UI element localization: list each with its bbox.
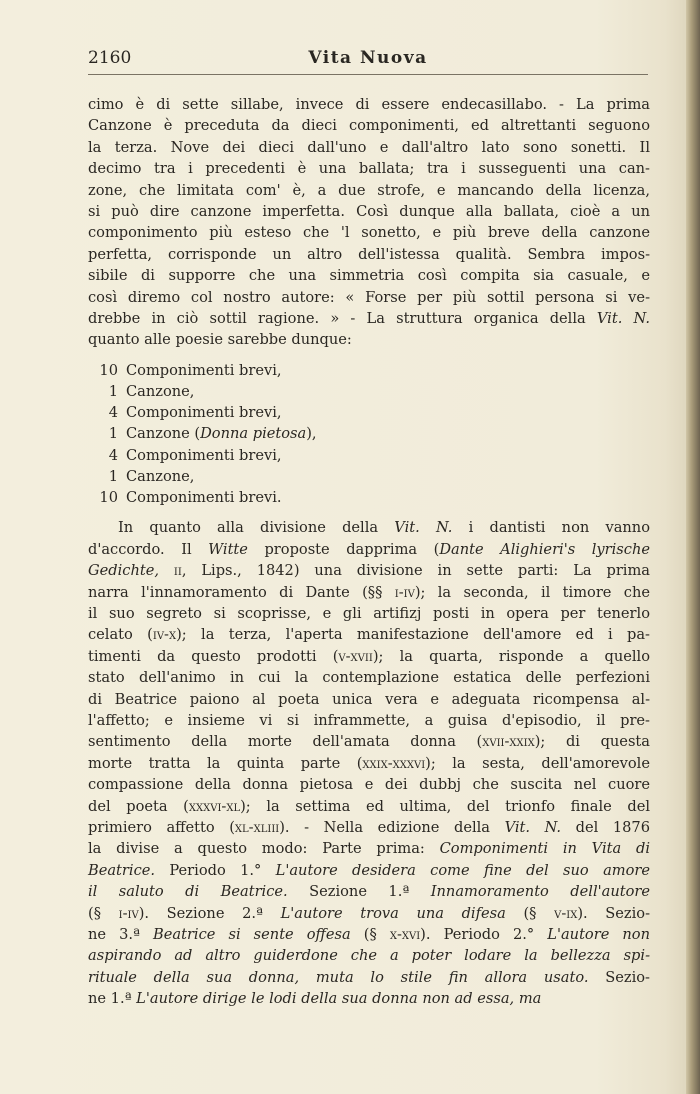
list-item — [88, 402, 650, 423]
text-line — [88, 560, 650, 581]
list-item-text: Canzone, — [126, 467, 195, 485]
list-item-text: Componimenti brevi, — [126, 361, 282, 379]
text-run: Sezio- — [588, 968, 650, 986]
text-run: ); la sesta, dell'amorevole — [425, 754, 650, 772]
italic-text: Innamoramento dell'autore — [430, 883, 650, 901]
text-run: (§ — [350, 926, 390, 944]
text-line — [88, 603, 650, 624]
text-line — [88, 903, 650, 924]
text-run: così diremo col nostro autore: « Forse per più sottil persona si ve- — [88, 288, 650, 306]
text-line — [88, 967, 650, 988]
text-line — [88, 222, 650, 243]
roman-numeral: xxix-xxxvi — [362, 754, 426, 772]
text-run: Sezione 1.ª — [287, 883, 431, 901]
text-line — [88, 265, 650, 286]
text-line — [88, 860, 650, 881]
roman-numeral: i-iv — [118, 904, 139, 922]
text-run: d'accordo. Il — [88, 540, 209, 558]
italic-text: aspirando ad altro guiderdone che a poter lodare la bellezza spi- — [88, 947, 650, 965]
text-run — [159, 562, 174, 579]
italic-text: il saluto di Beatrice. — [88, 883, 288, 901]
text-line — [88, 817, 650, 838]
list-item-count: 4 — [108, 404, 118, 422]
text-run: componimento più esteso che 'l sonetto, e più breve della canzone — [88, 224, 650, 242]
text-run: primiero affetto ( — [88, 818, 235, 836]
italic-text: Beatrice. — [88, 861, 156, 879]
text-line — [88, 646, 650, 667]
text-run: la divise a questo modo: Parte prima: — [88, 840, 440, 858]
text-run: timenti da questo prodotti ( — [88, 647, 339, 665]
page-header — [88, 48, 648, 70]
text-run: zone, che limitata com' è, a due strofe, e mancando della licenza, — [88, 181, 650, 199]
text-line — [88, 881, 650, 902]
roman-numeral: v-ix — [554, 904, 578, 922]
roman-numeral: xl-xliii — [234, 818, 280, 836]
text-run: , Lips., 1842) una divisione in sette parti: La prima — [181, 562, 650, 580]
text-run: drebbe in ciò sottil ragione. » - La struttura organica della — [88, 310, 597, 328]
text-run: sibile di supporre che una simmetria così compita sia casuale, e — [88, 267, 650, 285]
text-run: proposte dapprima ( — [247, 540, 440, 558]
list-item-count: 10 — [99, 489, 118, 507]
text-line — [88, 988, 650, 1009]
italic-text: L'autore non — [547, 926, 650, 944]
italic-text: L'autore trova una difesa — [280, 904, 506, 922]
text-run: (§ — [88, 904, 119, 922]
list-item — [88, 466, 650, 487]
text-line — [88, 624, 650, 645]
list-item-text: Componimenti brevi, — [126, 404, 282, 422]
text-line — [88, 287, 650, 308]
roman-numeral: ii — [173, 562, 182, 580]
italic-text: Witte — [208, 540, 248, 558]
text-line — [88, 180, 650, 201]
list-item-count: 1 — [108, 467, 118, 485]
text-run: ). Periodo 2.° — [420, 926, 548, 944]
italic-text: Dante Alighieri's lyrische — [439, 540, 650, 558]
list-item — [88, 360, 650, 381]
text-line — [88, 796, 650, 817]
roman-numeral: i-iv — [394, 583, 415, 601]
text-line — [88, 667, 650, 688]
italic-text: Beatrice si sente offesa — [153, 926, 351, 944]
text-line — [88, 158, 650, 179]
roman-numeral: xvii-xxix — [482, 733, 535, 751]
text-run: ). Sezio- — [577, 904, 650, 922]
text-run: perfetta, corrisponde un altro dell'istessa qualità. Sembra impos- — [88, 245, 650, 263]
text-run: (§ — [505, 904, 555, 922]
paragraph-2 — [88, 517, 650, 1009]
text-line — [88, 753, 650, 774]
text-run: ). - Nella edizione della — [279, 818, 505, 836]
text-line — [88, 731, 650, 752]
list-item — [88, 423, 650, 444]
text-run: ); la quarta, risponde a quello — [372, 647, 650, 665]
text-run: narra l'innamoramento di Dante (§§ — [88, 583, 395, 601]
text-line — [88, 582, 650, 603]
list-item-text: Canzone, — [126, 383, 195, 401]
roman-numeral: x-xvi — [389, 926, 421, 944]
text-run: del 1876 — [561, 818, 650, 836]
text-line — [88, 201, 650, 222]
text-run: decimo tra i precedenti è una ballata; tra i susseguenti una can- — [88, 160, 650, 178]
book-spine-shadow — [686, 0, 700, 1094]
text-run: Periodo 1.° — [155, 861, 276, 879]
text-run: compassione della donna pietosa e dei dubbj che suscita nel cuore — [88, 776, 650, 794]
list-item-count: 4 — [108, 446, 118, 464]
header-rule — [88, 74, 648, 75]
running-title: Vita Nuova — [308, 48, 428, 68]
text-run: quanto alle poesie sarebbe dunque: — [88, 331, 352, 349]
text-run: l'affetto; e insieme vi si inframmette, a guisa d'episodio, il pre- — [88, 711, 650, 729]
italic-text: Componimenti in Vita di — [439, 840, 650, 858]
text-line — [88, 244, 650, 265]
body-text — [88, 94, 650, 1010]
text-run: la terza. Nove dei dieci dall'uno e dall'altro lato sono sonetti. Il — [88, 138, 650, 156]
text-run: i dantisti non vanno — [452, 519, 650, 537]
italic-text: L'autore desidera come fine del suo amore — [275, 861, 651, 879]
text-run: ); la settima ed ultima, del trionfo finale del — [240, 797, 651, 815]
text-run: Canzone è preceduta da dieci componimenti, ed altrettanti seguono — [88, 117, 650, 135]
text-run: cimo è di sette sillabe, invece di essere endecasillabo. - La prima — [88, 96, 650, 113]
list-item-count: 1 — [108, 425, 118, 443]
text-run: stato dell'animo in cui la contemplazione estatica delle perfezioni — [88, 669, 650, 687]
list-item-text: Componimenti brevi, — [126, 446, 282, 464]
text-run: morte tratta la quinta parte ( — [88, 754, 363, 772]
text-run: il suo segreto si scoprisse, e gli artifizj posti in opera per tenerlo — [88, 604, 650, 622]
text-line — [88, 94, 650, 115]
text-run: si può dire canzone imperfetta. Così dunque alla ballata, cioè a un — [88, 203, 650, 221]
italic-text: Vit. N. — [394, 519, 453, 537]
text-run: ); la terza, l'aperta manifestazione dell'amore ed i pa- — [176, 626, 650, 644]
text-run: In quanto alla divisione della — [118, 519, 395, 537]
text-run: ); di questa — [534, 733, 650, 751]
list-item-count: 1 — [108, 383, 118, 401]
list-item-text: Componimenti brevi. — [126, 489, 282, 507]
text-line — [88, 945, 650, 966]
list-item — [88, 445, 650, 466]
text-line — [88, 137, 650, 158]
text-run: sentimento della morte dell'amata donna ( — [88, 733, 483, 751]
text-run: ne 3.ª — [88, 926, 154, 944]
structure-list — [88, 360, 650, 508]
text-run: ); la seconda, il timore che — [414, 583, 650, 601]
roman-numeral: xxxvi-xl — [188, 797, 241, 815]
text-line — [88, 924, 650, 945]
list-item — [88, 487, 650, 508]
list-item-text: Canzone ( — [126, 425, 201, 443]
text-line — [88, 774, 650, 795]
list-item-count: 10 — [99, 361, 118, 379]
italic-text: Vit. N. — [596, 310, 650, 328]
list-item-italic: Donna pietosa — [200, 425, 307, 443]
text-run: celato ( — [88, 626, 153, 644]
paragraph-1 — [88, 94, 650, 351]
text-run: di Beatrice paiono al poeta unica vera e adeguata ricompensa al- — [88, 690, 650, 708]
text-line — [88, 517, 650, 538]
text-line — [88, 115, 650, 136]
text-line — [88, 539, 650, 560]
italic-text: L'autore dirige le lodi della sua donna non ad essa, ma — [136, 990, 542, 1008]
text-run: del poeta ( — [88, 797, 189, 815]
list-item — [88, 381, 650, 402]
text-line — [88, 308, 650, 329]
italic-text: rituale della sua donna, muta lo stile fin allora usato. — [88, 968, 589, 986]
text-run: ne 1.ª — [88, 990, 137, 1008]
roman-numeral: v-xvii — [338, 647, 373, 665]
text-line — [88, 710, 650, 731]
text-line — [88, 689, 650, 710]
text-line — [88, 329, 650, 350]
italic-text: Vit. N. — [504, 818, 562, 836]
text-line — [88, 838, 650, 859]
page-number: 2160 — [88, 48, 132, 68]
list-item-text: ), — [306, 425, 317, 443]
text-run: ). Sezione 2.ª — [138, 904, 281, 922]
roman-numeral: iv-x — [152, 626, 177, 644]
italic-text: Gedichte, — [88, 562, 160, 580]
